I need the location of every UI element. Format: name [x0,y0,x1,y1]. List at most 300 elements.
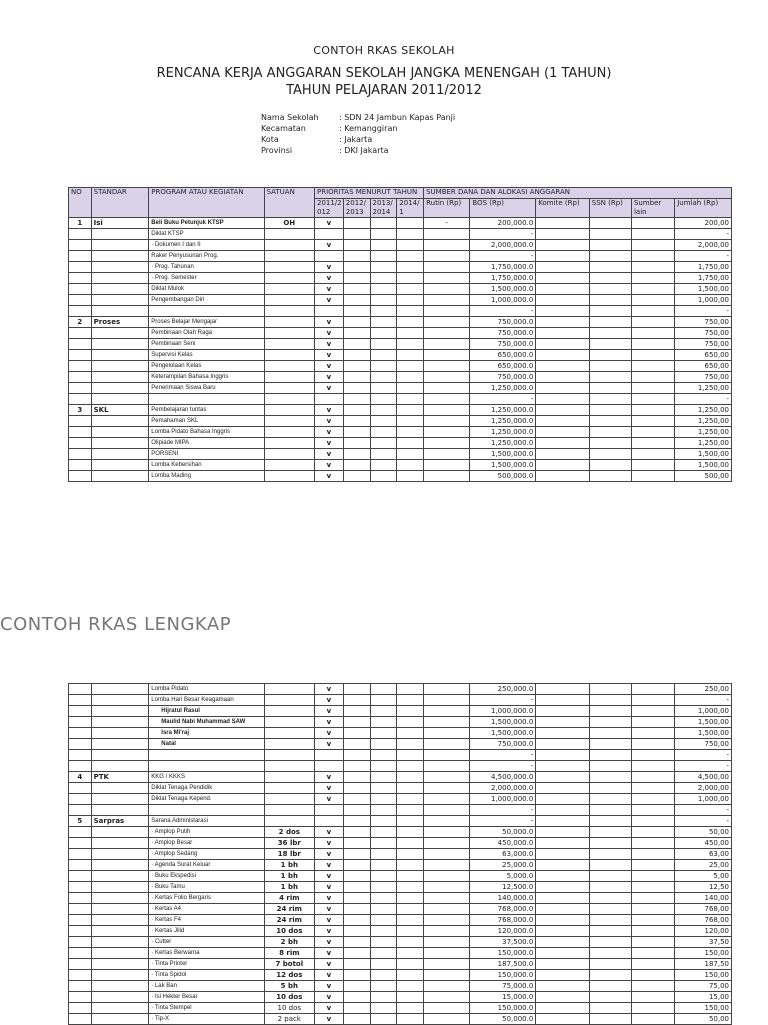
cell-standar [91,262,149,273]
cell-jumlah: - [675,761,732,772]
cell-priority-2011 [314,306,343,317]
cell-rutin [424,695,470,706]
cell-jumlah: 250,00 [675,684,732,695]
cell-komite [536,959,590,970]
cell-priority-2014 [397,284,424,295]
cell-jumlah: - [675,695,732,706]
cell-priority-2011: v [314,350,343,361]
cell-komite [536,471,590,482]
doc-title: CONTOH RKAS SEKOLAH [313,44,455,57]
cell-standar [91,350,149,361]
cell-standar [91,295,149,306]
cell-komite [536,937,590,948]
cell-sumber-lain [631,306,674,317]
cell-sumber-lain [632,739,675,750]
cell-program: · Kertas Folio Bergaris [149,893,264,904]
cell-program: Keterampilan Bahasa Inggris [149,372,264,383]
cell-priority-2011 [314,251,343,262]
cell-priority-2014 [397,882,424,893]
cell-komite [536,981,590,992]
cell-priority-2012 [343,361,370,372]
cell-priority-2014 [397,750,424,761]
table-row [69,273,732,284]
cell-priority-2013 [370,761,397,772]
cell-rutin [424,761,470,772]
cell-priority-2013 [370,717,397,728]
cell-priority-2013 [370,860,397,871]
watermark-text: CONTOH RKAS LENGKAP [0,614,232,635]
cell-priority-2012 [343,416,370,427]
info-value: : DKI Jakarta [339,146,389,155]
cell-standar [91,761,149,772]
cell-sumber-lain [632,882,675,893]
cell-satuan [264,816,314,827]
table-row [69,416,732,427]
cell-priority-2012 [343,981,370,992]
cell-ssn [589,959,631,970]
cell-program [149,805,264,816]
cell-program: Proses Belajar Mengajar [149,317,264,328]
cell-priority-2013 [370,904,397,915]
cell-rutin [424,273,470,284]
cell-program: Lomba Pidato Bahasa Inggris [149,427,264,438]
cell-ssn [589,218,631,229]
table-row [69,761,732,772]
cell-rutin [424,981,470,992]
cell-priority-2011: v [314,273,343,284]
table-row [69,262,732,273]
cell-komite [536,706,590,717]
table-row [69,251,732,262]
cell-satuan [264,684,314,695]
cell-no [69,750,92,761]
cell-priority-2012 [343,893,370,904]
cell-sumber-lain [631,416,674,427]
cell-priority-2011: v [315,904,344,915]
cell-standar [91,251,149,262]
cell-standar [91,783,149,794]
cell-rutin [424,229,470,240]
cell-bos: 1,250,000.0 [470,405,536,416]
cell-priority-2014 [397,449,424,460]
cell-no [69,438,92,449]
cell-program: Isra Mi'raj [149,728,264,739]
cell-no [69,273,92,284]
cell-sumber-lain [631,218,674,229]
cell-no [69,229,92,240]
cell-satuan [264,438,314,449]
table-row [69,772,732,783]
cell-jumlah: 187,50 [675,959,732,970]
cell-priority-2011: v [315,970,344,981]
cell-satuan [264,805,314,816]
cell-priority-2013 [370,915,397,926]
cell-priority-2014 [397,383,424,394]
cell-jumlah: 4,500,00 [675,772,732,783]
cell-jumlah: 150,00 [675,1003,732,1014]
cell-komite [536,361,590,372]
cell-priority-2011: v [314,471,343,482]
cell-sumber-lain [631,372,674,383]
cell-satuan [264,739,314,750]
cell-priority-2011: v [314,361,343,372]
cell-priority-2013 [370,706,397,717]
cell-satuan: 1 bh [264,871,314,882]
table-row [69,794,732,805]
cell-bos: 75,000.0 [470,981,536,992]
cell-priority-2014 [397,684,424,695]
cell-priority-2012 [343,959,370,970]
cell-sumber-lain [631,317,674,328]
cell-bos: 25,000.0 [470,860,536,871]
cell-standar [91,229,149,240]
cell-priority-2012 [343,240,370,251]
cell-komite [536,728,590,739]
cell-priority-2012 [343,427,370,438]
cell-jumlah: - [675,306,732,317]
cell-priority-2012 [343,295,370,306]
cell-satuan: 4 rim [264,893,314,904]
cell-jumlah: 2,000,00 [675,783,732,794]
cell-standar [91,1003,149,1014]
cell-standar [91,849,149,860]
cell-jumlah: 2,000,00 [675,240,732,251]
cell-no [69,926,92,937]
cell-satuan [264,306,314,317]
cell-priority-2013 [370,893,397,904]
cell-priority-2013 [370,1003,397,1014]
cell-priority-2011: v [314,218,343,229]
cell-sumber-lain [631,427,674,438]
cell-program [149,394,264,405]
cell-no [69,871,92,882]
table-row [69,460,732,471]
cell-jumlah: 1,250,00 [675,383,732,394]
cell-bos: 50,000.0 [470,827,536,838]
cell-bos: 1,750,000.0 [470,273,536,284]
cell-ssn [589,783,631,794]
cell-satuan [264,328,314,339]
cell-ssn [589,1014,631,1025]
cell-program: Supervisi Kelas [149,350,264,361]
cell-priority-2011: v [315,706,344,717]
cell-standar [91,827,149,838]
cell-priority-2014 [397,860,424,871]
cell-priority-2012 [343,904,370,915]
cell-komite [536,904,590,915]
cell-no [69,306,92,317]
cell-priority-2012 [343,827,370,838]
cell-ssn [589,361,631,372]
header-rutin: Rutin (Rp) [424,199,470,218]
cell-priority-2011: v [315,728,344,739]
cell-no [69,893,92,904]
cell-standar [91,449,149,460]
cell-no [69,372,92,383]
cell-bos: 5,000.0 [470,871,536,882]
cell-priority-2013 [370,262,397,273]
cell-no [69,805,92,816]
cell-jumlah: 1,500,00 [675,717,732,728]
cell-priority-2011 [315,805,344,816]
cell-priority-2011: v [314,449,343,460]
cell-program: · Amplop Putih [149,827,264,838]
cell-standar [91,915,149,926]
cell-bos: 150,000.0 [470,1003,536,1014]
table-row [69,739,732,750]
cell-program: · Kertas A4 [149,904,264,915]
cell-rutin [424,328,470,339]
cell-komite [536,328,590,339]
cell-satuan: 2 pack [264,1014,314,1025]
cell-no [69,350,92,361]
cell-priority-2014 [397,937,424,948]
cell-sumber-lain [631,284,674,295]
cell-priority-2014 [397,871,424,882]
cell-standar [91,273,149,284]
header-jumlah: Jumlah (Rp) [675,199,732,218]
cell-standar [91,306,149,317]
cell-rutin [424,959,470,970]
cell-komite [536,284,590,295]
cell-standar [91,871,149,882]
cell-standar [91,750,149,761]
cell-priority-2013 [370,794,397,805]
header-program: PROGRAM ATAU KEGIATAN [149,188,264,218]
budget-table-1 [68,187,732,482]
cell-priority-2011: v [315,871,344,882]
cell-rutin [424,361,470,372]
cell-satuan [264,416,314,427]
cell-ssn [589,383,631,394]
cell-komite [536,970,590,981]
cell-komite [536,948,590,959]
cell-rutin [424,717,470,728]
cell-priority-2012 [343,350,370,361]
cell-program: Pengembangan Diri [149,295,264,306]
cell-priority-2014 [397,926,424,937]
cell-komite [536,717,590,728]
cell-priority-2013 [370,416,397,427]
table-row [69,471,732,482]
table-row [69,240,732,251]
cell-satuan: 24 rim [264,915,314,926]
cell-standar [91,970,149,981]
cell-priority-2013 [370,438,397,449]
cell-priority-2014 [397,416,424,427]
cell-sumber-lain [632,805,675,816]
cell-bos: 650,000.0 [470,350,536,361]
cell-sumber-lain [632,871,675,882]
doc-heading: RENCANA KERJA ANGGARAN SEKOLAH JANGKA MENENGAH (1 TAHUN) [156,66,612,81]
cell-satuan [264,372,314,383]
cell-priority-2011 [314,229,343,240]
cell-program: · Buku Tamu [149,882,264,893]
cell-satuan: 24 rim [264,904,314,915]
cell-program: · Tinta Spidol [149,970,264,981]
cell-ssn [589,761,631,772]
cell-program: · Tinta Printer [149,959,264,970]
cell-sumber-lain [631,229,674,240]
cell-no [69,416,92,427]
cell-komite [536,739,590,750]
cell-priority-2014 [397,251,424,262]
cell-jumlah: 1,250,00 [675,438,732,449]
cell-jumlah: 768,00 [675,915,732,926]
cell-bos: 2,000,000.0 [470,783,536,794]
cell-priority-2014 [397,1003,424,1014]
cell-sumber-lain [631,339,674,350]
cell-standar: SKL [91,405,149,416]
cell-jumlah: 120,00 [675,926,732,937]
info-label: Kecamatan [261,124,306,133]
cell-jumlah: 15,00 [675,992,732,1003]
cell-sumber-lain [632,684,675,695]
cell-standar: Sarpras [91,816,149,827]
table-row [69,783,732,794]
info-label: Kota [261,135,279,144]
cell-priority-2014 [397,218,424,229]
cell-priority-2013 [370,1014,397,1025]
cell-priority-2013 [370,372,397,383]
cell-jumlah: 12,50 [675,882,732,893]
cell-standar [91,416,149,427]
cell-no [69,794,92,805]
cell-satuan [264,317,314,328]
cell-komite [536,295,590,306]
cell-jumlah: 1,250,00 [675,416,732,427]
cell-rutin [424,1003,470,1014]
cell-satuan [264,794,314,805]
cell-priority-2014 [397,405,424,416]
cell-standar [91,860,149,871]
header-komite: Komite (Rp) [536,199,590,218]
cell-priority-2011: v [315,783,344,794]
cell-bos: - [470,229,536,240]
cell-program [149,761,264,772]
cell-priority-2013 [370,772,397,783]
cell-ssn [589,394,631,405]
cell-priority-2013 [370,970,397,981]
cell-standar [91,794,149,805]
cell-no [69,827,92,838]
cell-sumber-lain [632,915,675,926]
cell-no [69,262,92,273]
table-row [69,1014,732,1025]
cell-priority-2014 [397,372,424,383]
cell-ssn [589,295,631,306]
cell-program: · Lak Ban [149,981,264,992]
cell-sumber-lain [632,981,675,992]
cell-standar [91,926,149,937]
cell-bos: - [470,695,536,706]
cell-priority-2012 [343,372,370,383]
cell-jumlah: - [675,805,732,816]
cell-bos: 1,500,000.0 [470,460,536,471]
cell-priority-2014 [397,728,424,739]
cell-priority-2012 [343,717,370,728]
cell-bos: 750,000.0 [470,739,536,750]
cell-ssn [589,706,631,717]
cell-satuan: 1 bh [264,882,314,893]
cell-rutin [424,739,470,750]
cell-jumlah: 1,000,00 [675,794,732,805]
cell-jumlah: 150,00 [675,948,732,959]
table-row [69,915,732,926]
cell-sumber-lain [631,350,674,361]
cell-satuan: 5 bh [264,981,314,992]
table-row [69,959,732,970]
cell-priority-2011: v [315,882,344,893]
cell-priority-2011: v [315,959,344,970]
cell-priority-2012 [343,262,370,273]
cell-priority-2011: v [315,992,344,1003]
cell-satuan: OH [264,218,314,229]
table-row [69,970,732,981]
cell-priority-2012 [343,992,370,1003]
cell-ssn [589,849,631,860]
cell-program: Lomba Mading [149,471,264,482]
cell-rutin [424,794,470,805]
cell-priority-2011: v [314,438,343,449]
cell-rutin [424,394,470,405]
cell-satuan: 10 dos [264,1003,314,1014]
cell-program: Diklat Mulok [149,284,264,295]
cell-no: 3 [69,405,92,416]
cell-sumber-lain [632,970,675,981]
cell-sumber-lain [632,761,675,772]
table-row [69,350,732,361]
cell-no: 4 [69,772,92,783]
cell-satuan [264,251,314,262]
cell-priority-2013 [370,361,397,372]
cell-rutin [424,904,470,915]
cell-bos: 4,500,000.0 [470,772,536,783]
cell-standar: Isi [91,218,149,229]
cell-rutin [424,240,470,251]
header-year-3: 2013/ 2014 [370,199,397,218]
cell-program: Hijratul Rasul [149,706,264,717]
cell-satuan: 12 dos [264,970,314,981]
cell-bos: 750,000.0 [470,339,536,350]
cell-komite [536,438,590,449]
cell-bos: 450,000.0 [470,838,536,849]
cell-ssn [589,739,631,750]
table-row [69,684,732,695]
table-row [69,937,732,948]
cell-komite [536,772,590,783]
cell-sumber-lain [631,383,674,394]
cell-satuan [264,405,314,416]
cell-no [69,948,92,959]
cell-standar [91,992,149,1003]
cell-priority-2012 [343,750,370,761]
cell-sumber-lain [632,849,675,860]
cell-bos: - [470,251,536,262]
cell-priority-2014 [397,438,424,449]
cell-satuan [264,717,314,728]
cell-priority-2011: v [314,284,343,295]
cell-program: · Prog. Semester [149,273,264,284]
cell-program: · Tip-X [149,1014,264,1025]
cell-satuan [264,695,314,706]
cell-priority-2012 [343,684,370,695]
cell-ssn [589,229,631,240]
cell-priority-2013 [370,394,397,405]
cell-program: Penerimaan Siswa Baru [149,383,264,394]
cell-priority-2011: v [314,262,343,273]
cell-jumlah: 750,00 [675,372,732,383]
